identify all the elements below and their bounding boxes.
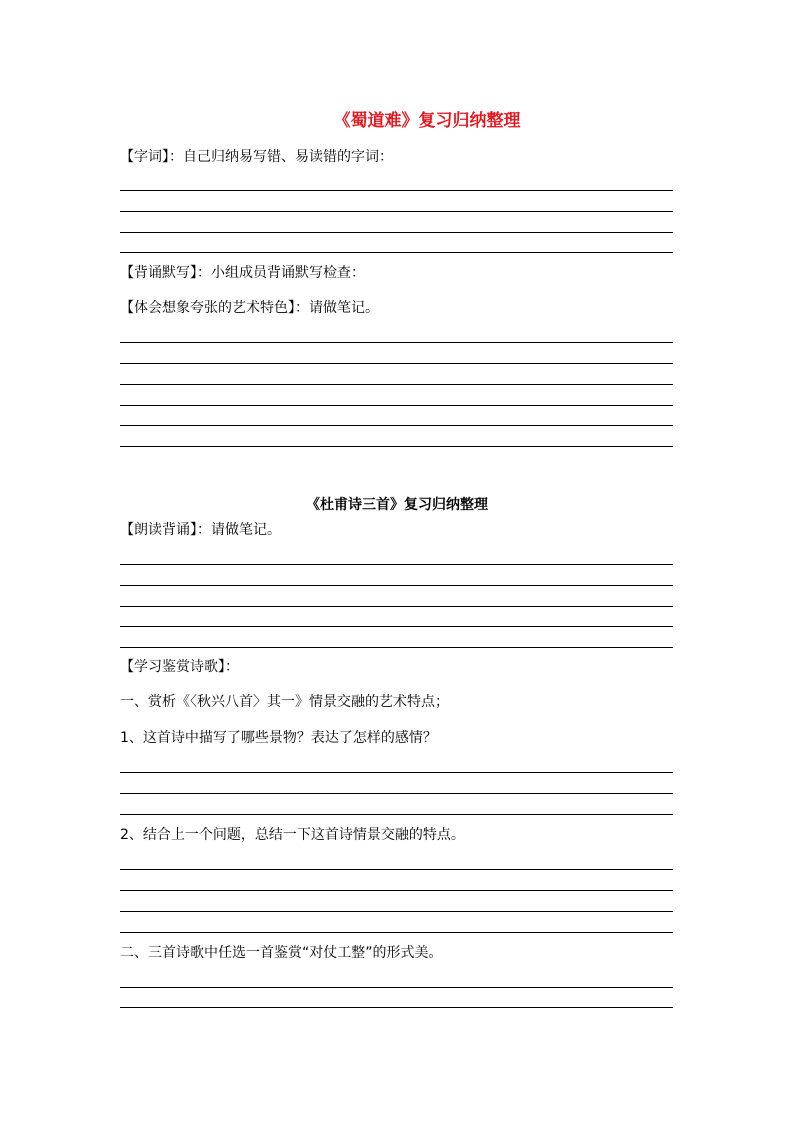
prompt-xuexi-label: 【学习鉴赏诗歌】 bbox=[120, 659, 225, 675]
prompt-beisong bbox=[120, 264, 365, 282]
answer-line[interactable] bbox=[120, 987, 673, 988]
answer-line[interactable] bbox=[120, 869, 673, 870]
prompt-xuexi bbox=[120, 658, 239, 676]
section-title-dufu: 《杜甫诗三首》复习归纳整理 bbox=[306, 497, 488, 513]
prompt-xuexi-text: ： bbox=[225, 659, 239, 675]
answer-line[interactable] bbox=[120, 606, 673, 607]
answer-line[interactable] bbox=[120, 190, 673, 191]
prompt-langdu-text: ：请做笔记。 bbox=[197, 522, 281, 538]
answer-line[interactable] bbox=[120, 564, 673, 565]
answer-line[interactable] bbox=[120, 814, 673, 815]
answer-line[interactable] bbox=[120, 647, 673, 648]
question-2: 2、结合上一个问题，总结一下这首诗情景交融的特点。 bbox=[120, 827, 465, 843]
answer-line[interactable] bbox=[120, 363, 673, 364]
prompt-zici-text: ：自己归纳易写错、易读错的字词： bbox=[169, 149, 393, 165]
prompt-zici bbox=[120, 148, 393, 166]
prompt-langdu bbox=[120, 521, 281, 539]
answer-line[interactable] bbox=[120, 425, 673, 426]
answer-line[interactable] bbox=[120, 342, 673, 343]
answer-line[interactable] bbox=[120, 911, 673, 912]
answer-line[interactable] bbox=[120, 585, 673, 586]
answer-line[interactable] bbox=[120, 626, 673, 627]
answer-line[interactable] bbox=[120, 252, 673, 253]
answer-line[interactable] bbox=[120, 1007, 673, 1008]
prompt-langdu-label: 【朗读背诵】 bbox=[120, 522, 197, 538]
answer-line[interactable] bbox=[120, 232, 673, 233]
answer-line[interactable] bbox=[120, 405, 673, 406]
section-title-shudaonan: 《蜀道难》复习归纳整理 bbox=[333, 111, 521, 131]
question-1: 1、这首诗中描写了哪些景物？表达了怎样的感情？ bbox=[120, 730, 437, 746]
prompt-zici-label: 【字词】 bbox=[120, 149, 169, 165]
answer-line[interactable] bbox=[120, 932, 673, 933]
answer-line[interactable] bbox=[120, 772, 673, 773]
answer-line[interactable] bbox=[120, 793, 673, 794]
prompt-beisong-label: 【背诵默写】 bbox=[120, 265, 197, 281]
prompt-beisong-text: ：小组成员背诵默写检查： bbox=[197, 265, 365, 281]
answer-line[interactable] bbox=[120, 384, 673, 385]
prompt-tihui-text: ：请做笔记。 bbox=[295, 300, 379, 316]
prompt-tihui bbox=[120, 299, 379, 317]
answer-line[interactable] bbox=[120, 211, 673, 212]
item-two: 二、三首诗歌中任选一首鉴赏“对仗工整”的形式美。 bbox=[120, 945, 443, 961]
answer-line[interactable] bbox=[120, 446, 673, 447]
prompt-tihui-label: 【体会想象夸张的艺术特色】 bbox=[120, 300, 295, 316]
item-one: 一、赏析《〈秋兴八首〉其一》情景交融的艺术特点； bbox=[120, 694, 449, 710]
answer-line[interactable] bbox=[120, 890, 673, 891]
